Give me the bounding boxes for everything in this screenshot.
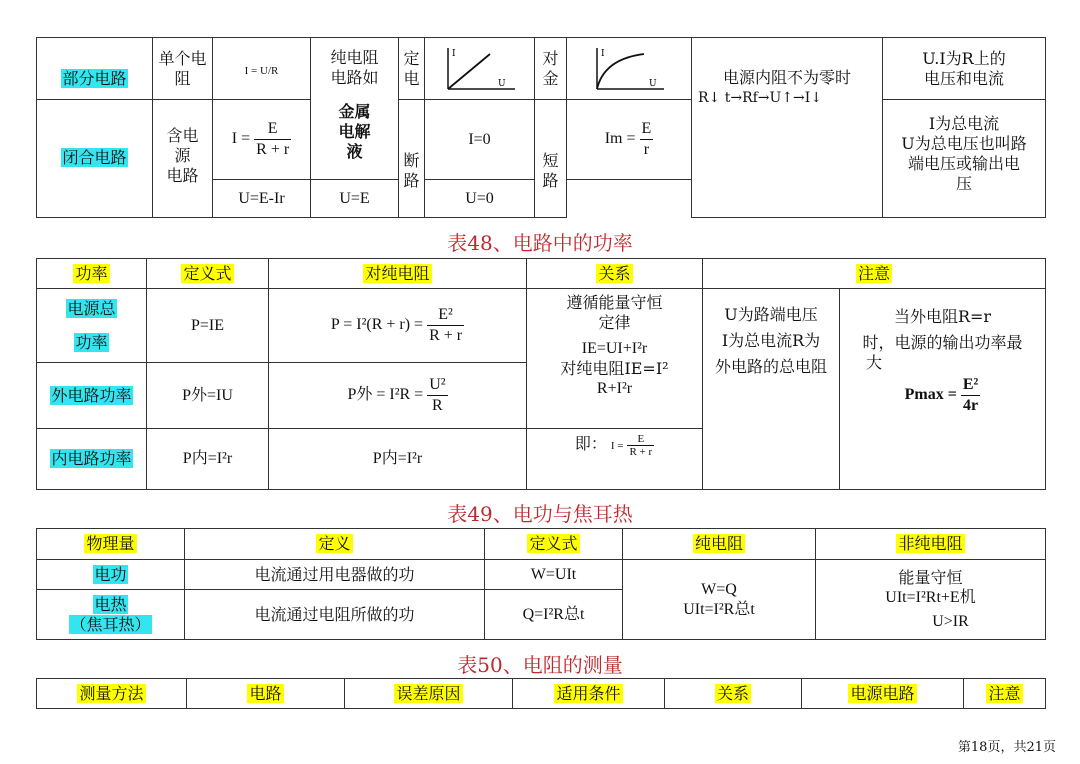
open-circuit-voltage: U=E	[311, 180, 399, 218]
max-power-note: 当外电阻R=r 时，电源的输出功率最 大 Pmax = $\frac{\text{E²}}{4r}$	[840, 289, 1046, 490]
terminal-voltage-formula: U=E-Ir	[213, 180, 311, 218]
open-circuit-current: I=0	[425, 100, 535, 180]
internal-power-formula: P内=I²r	[269, 429, 527, 490]
external-power-formula: P外 = I²R = $\frac{\text{U²}}{R}$	[269, 363, 527, 429]
table-47	[36, 37, 1046, 218]
header-pure-resistor: 对纯电阻	[269, 259, 527, 289]
short-circuit-label: 短 路	[535, 100, 567, 218]
nonpure-relation: 能量守恒 UIt=I²Rt+E机 U>IR	[816, 560, 1046, 640]
ui-meaning-cell: U为路端电压 I为总电流R为 外电路的总电阻	[703, 289, 840, 490]
short-circuit-voltage: U=0	[425, 180, 535, 218]
external-power-label: 外电路功率	[37, 363, 147, 429]
joule-heat-formula: Q=I²R总t	[485, 590, 623, 640]
curve-graph-cell	[567, 38, 692, 100]
open-circuit-label: 断 路	[399, 100, 425, 218]
header-method: 测量方法	[37, 679, 187, 709]
linear-graph-cell	[425, 38, 535, 100]
header-condition: 适用条件	[513, 679, 665, 709]
header-source-circuit: 电源电路	[802, 679, 964, 709]
table-50	[36, 678, 1046, 709]
svg-text:U: U	[497, 78, 506, 89]
current-formula-cell: 即： I = $\frac{E}{R + r}$	[527, 429, 703, 490]
header-formula: 定义式	[485, 529, 623, 560]
total-power-def: P=IE	[147, 289, 269, 363]
joule-heat-label: 电热 （焦耳热）	[37, 590, 185, 640]
header-nonpure: 非纯电阻	[816, 529, 1046, 560]
caption-table-50: 表50、电阻的测量	[457, 653, 623, 677]
total-current-note: I为总电流 U为总电压也叫路 端电压或输出电 压	[883, 100, 1046, 218]
pure-resistor-cell: 纯电阻 电路如 金属 电解 液	[311, 38, 399, 180]
relation-cell: 遵循能量守恒 定律 IE=UI+I²r 对纯电阻IE=I² R+I²r	[527, 289, 703, 429]
header-relation-50: 关系	[665, 679, 802, 709]
header-pure: 纯电阻	[623, 529, 816, 560]
header-note-50: 注意	[964, 679, 1046, 709]
electric-work-label: 电功	[37, 560, 185, 590]
header-definition: 定义式	[147, 259, 269, 289]
header-relation: 关系	[527, 259, 703, 289]
caption-table-49: 表49、电功与焦耳热	[447, 502, 633, 526]
single-resistor-cell: 单个电阻	[153, 38, 213, 100]
table-49	[36, 528, 1046, 640]
svg-text:U: U	[649, 78, 657, 89]
header-note: 注意	[703, 259, 1046, 289]
short-circuit-current: Im = $\frac{E}{r}$	[567, 100, 692, 180]
pure-resistor-relation: W=Q UIt=I²R总t	[623, 560, 816, 640]
electric-work-formula: W=UIt	[485, 560, 623, 590]
row-label-closed: 闭合电路	[37, 100, 153, 218]
total-power-formula: P = I²(R + r) = $\frac{\text{E²}}{R + r}$	[269, 289, 527, 363]
closed-circuit-formula: I = $\frac{E}{R + r}$	[213, 100, 311, 180]
svg-text:I: I	[451, 48, 456, 59]
internal-power-label: 内电路功率	[37, 429, 147, 490]
ui-note-cell: U.I为R上的 电压和电流	[883, 38, 1046, 100]
alloy-label: 对 金	[535, 38, 567, 100]
internal-power-def: P内=I²r	[147, 429, 269, 490]
joule-heat-def: 电流通过电阻所做的功	[185, 590, 485, 640]
header-power: 功率	[37, 259, 147, 289]
electric-work-def: 电流通过用电器做的功	[185, 560, 485, 590]
total-power-label: 电源总 功率	[37, 289, 147, 363]
ohm-law-cell: I = U/R	[213, 38, 311, 100]
external-power-def: P外=IU	[147, 363, 269, 429]
svg-text:I: I	[601, 48, 605, 59]
caption-table-48: 表48、电路中的功率	[447, 231, 633, 255]
fixed-label: 定 电	[399, 38, 425, 100]
header-circuit: 电路	[187, 679, 345, 709]
header-def: 定义	[185, 529, 485, 560]
table-48	[36, 258, 1046, 490]
with-source-cell: 含电 源 电路	[153, 100, 213, 218]
nonlinear-iu-graph	[589, 44, 669, 94]
page-footer: 第18页，共21页	[957, 740, 1056, 755]
internal-resistance-note: 电源内阻不为零时 R↓ t→Rf→U↑→I↓	[692, 38, 883, 218]
header-quantity: 物理量	[37, 529, 185, 560]
row-label-partial: 部分电路	[37, 38, 153, 100]
linear-iu-graph	[440, 44, 520, 94]
header-error: 误差原因	[345, 679, 513, 709]
